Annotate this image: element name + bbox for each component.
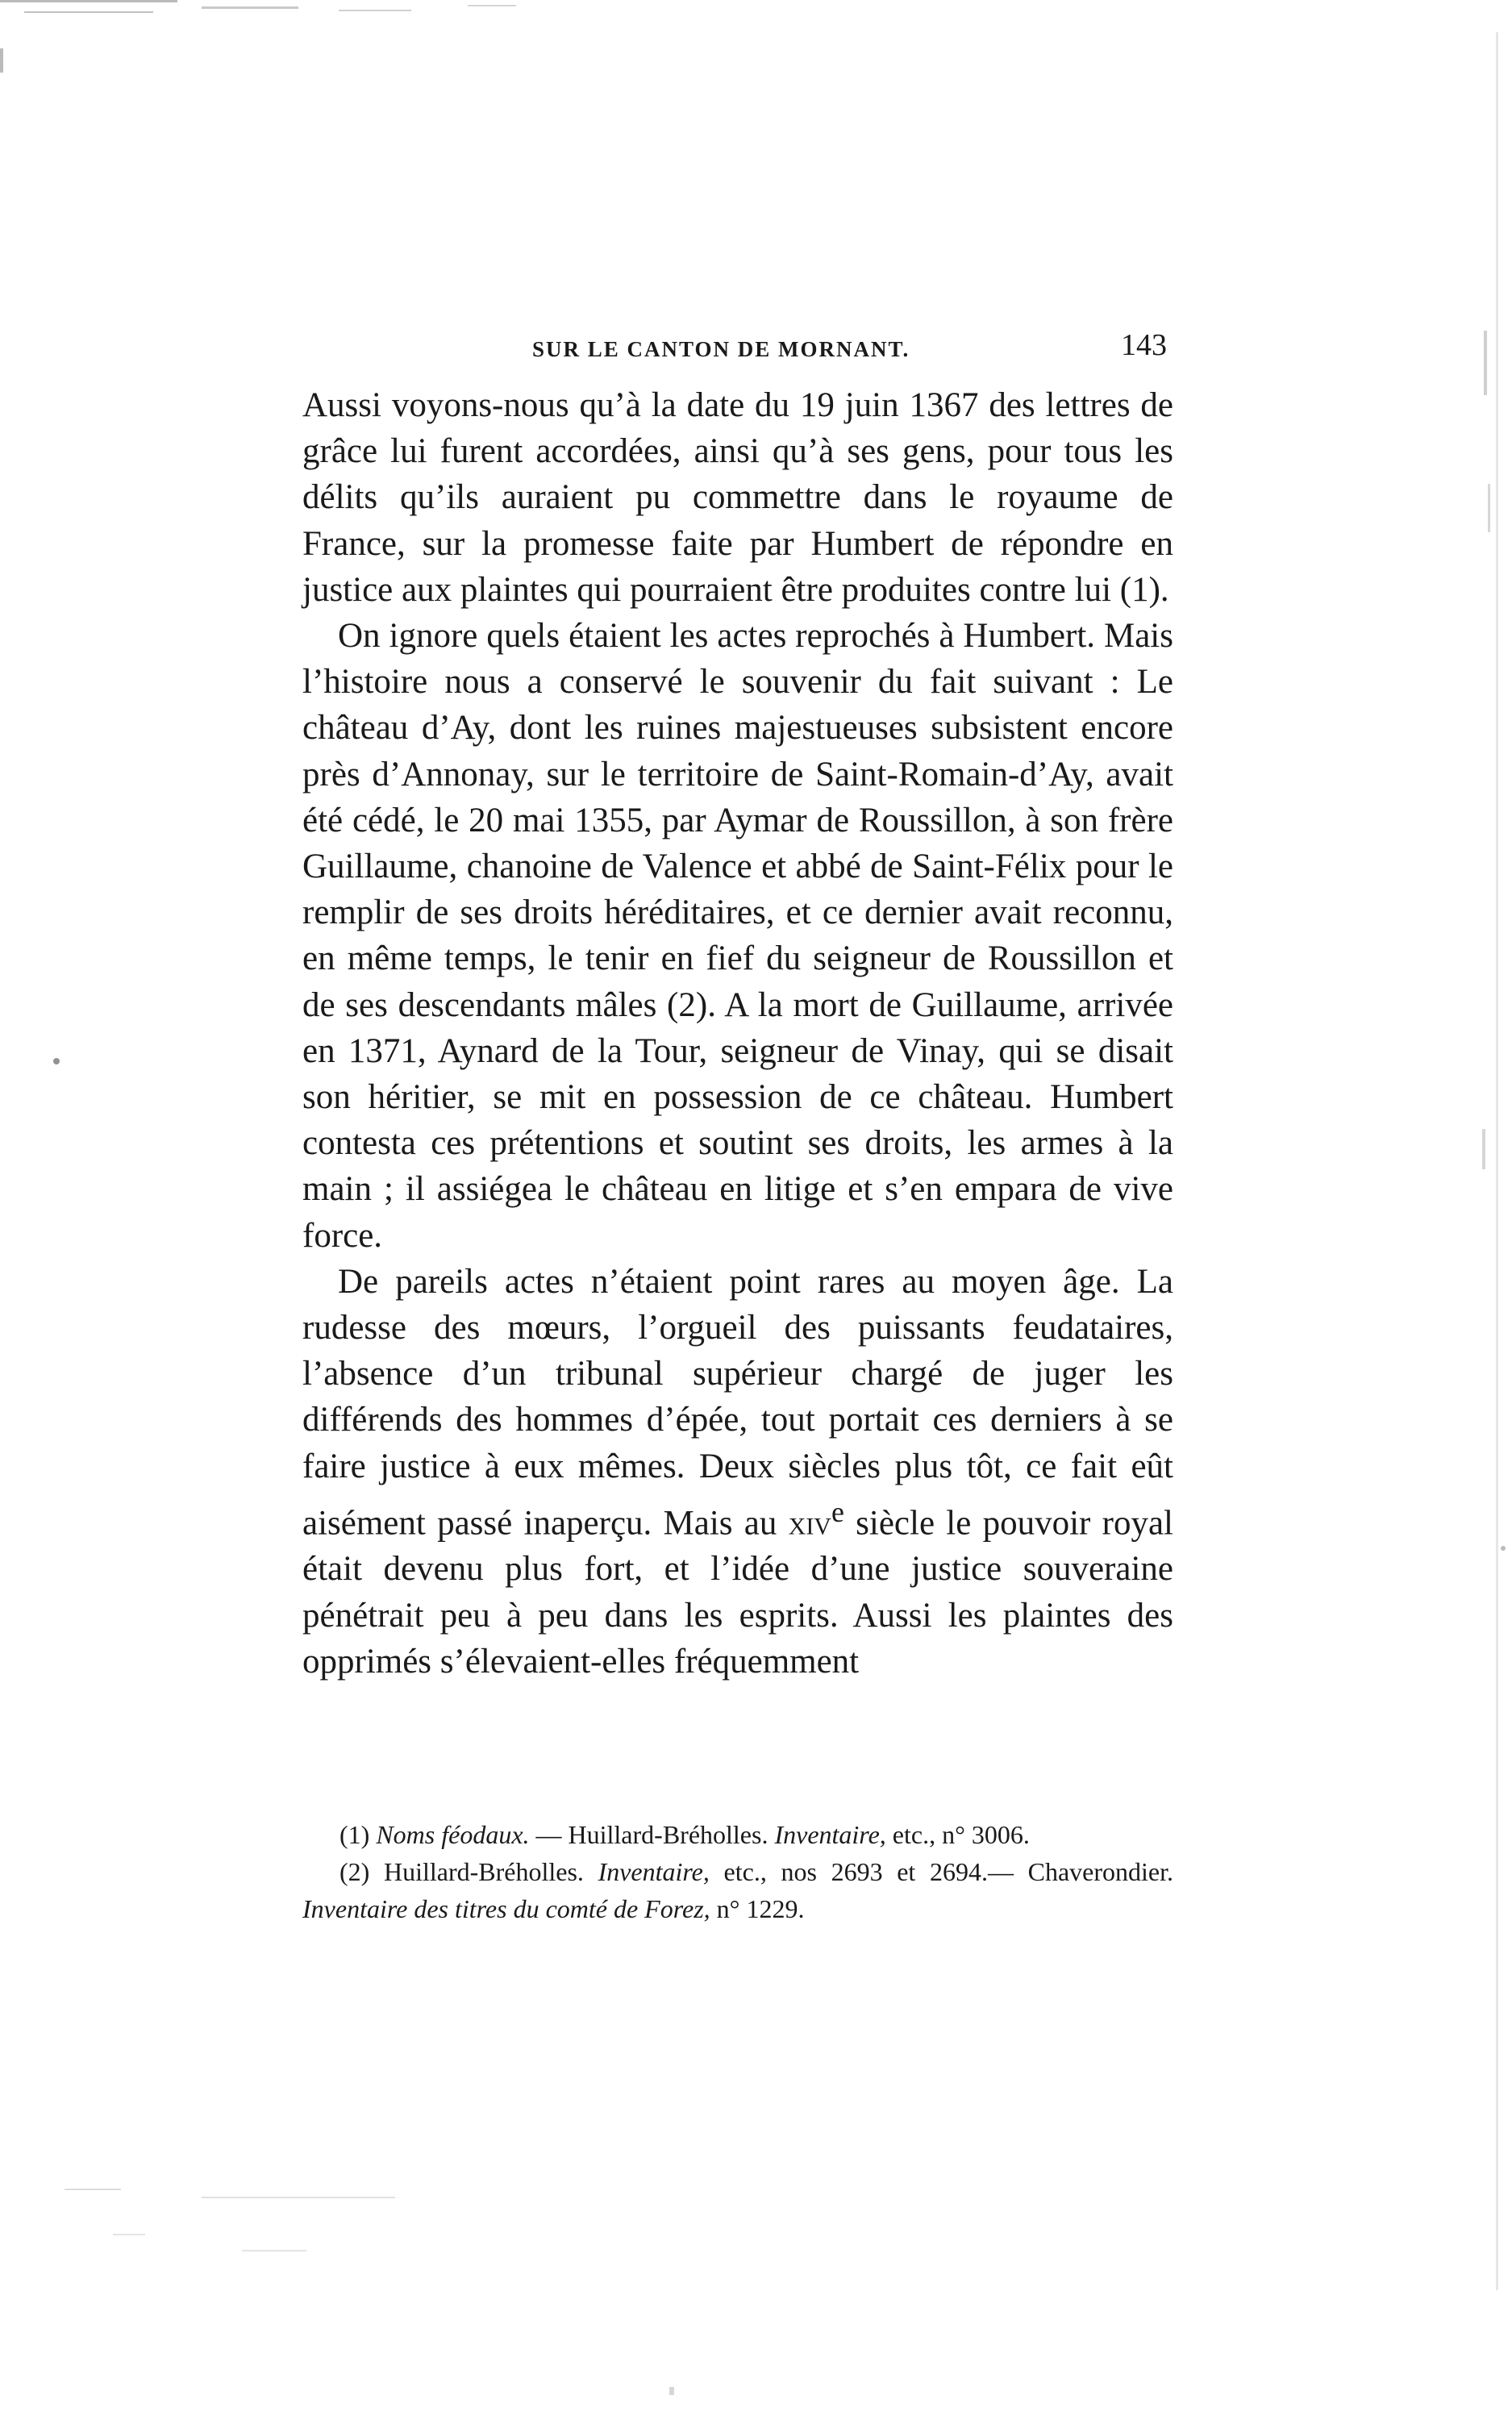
century-numeral: xiv [788, 1504, 831, 1543]
body-text [302, 382, 1173, 1685]
footnote-marker: (1) [339, 1820, 370, 1849]
running-title: SUR LE CANTON DE MORNANT. [532, 337, 910, 361]
footnote-2 [302, 1853, 1173, 1927]
footnote-text: etc., n° 3006. [885, 1820, 1030, 1849]
paragraph-text: siècle le pouvoir royal était devenu plus fort, et l’idée d’une justice souveraine pénétrait peu à peu dans les esprits. Aussi les plaintes des opprimés s’élevaient-elles fréquemment [302, 1504, 1173, 1681]
footnote-1 [302, 1816, 1173, 1853]
century-superscript: e [831, 1495, 844, 1528]
footnote-text: Huillard-Bréholles. [383, 1857, 598, 1886]
footnote-marker: (2) [339, 1857, 370, 1886]
footnote-text: — Huillard-Bréholles. [529, 1820, 775, 1849]
paragraph: Aussi voyons-nous qu’à la date du 19 juin 1367 des lettres de grâce lui furent accordées, ainsi qu’à ses gens, pour tous les délits qu’ils auraient pu commettre dans le royaume de France, sur la promesse faite par Humbert de répondre en justice aux plaintes qui pourraient être produites contre lui (1). [302, 386, 1173, 609]
paragraph [302, 1259, 1173, 1685]
footnote-text: n° 1229. [710, 1894, 805, 1923]
footnotes [302, 1816, 1173, 1927]
footnote-title: Noms féodaux. [376, 1820, 530, 1849]
paragraph-text: De pareils actes n’étaient point rares au moyen âge. La rudesse des mœurs, l’orgueil des puissants feudataires, l’absence d’un tribunal supérieur chargé de juger les différends des hommes d’épée, tout portait ces derniers à se faire justice à eux mêmes. Deux siècles plus tôt, ce fait eût aisément passé inaperçu. Mais au [302, 1262, 1173, 1543]
page-number: 143 [1121, 328, 1167, 362]
footnote-title: Inventaire des titres du comté de Forez, [302, 1894, 710, 1923]
paragraph: On ignore quels étaient les actes reprochés à Humbert. Mais l’histoire nous a conservé le souvenir du fait suivant : Le château d’Ay, dont les ruines majestueuses subsistent encore près d’Annonay, sur le territoire de Saint-Romain-d’Ay, avait été cédé, le 20 mai 1355, par Aymar de Roussillon, à son frère Guillaume, chanoine de Valence et abbé de Saint-Félix pour le remplir de ses droits héréditaires, et ce dernier avait reconnu, en même temps, le tenir en fief du seigneur de Roussillon et de ses descendants mâles (2). A la mort de Guillaume, arrivée en 1371, Aynard de la Tour, seigneur de Vinay, qui se disait son héritier, se mit en possession de ce château. Humbert contesta ces prétentions et soutint ses droits, les armes à la main ; il assiégea le château en litige et s’en empara de vive force. [302, 617, 1173, 1255]
footnote-title: Inventaire, [774, 1820, 886, 1849]
footnote-title: Inventaire, [598, 1857, 710, 1886]
footnote-text: etc., nos 2693 et 2694.— Chaverondier. [709, 1857, 1174, 1886]
